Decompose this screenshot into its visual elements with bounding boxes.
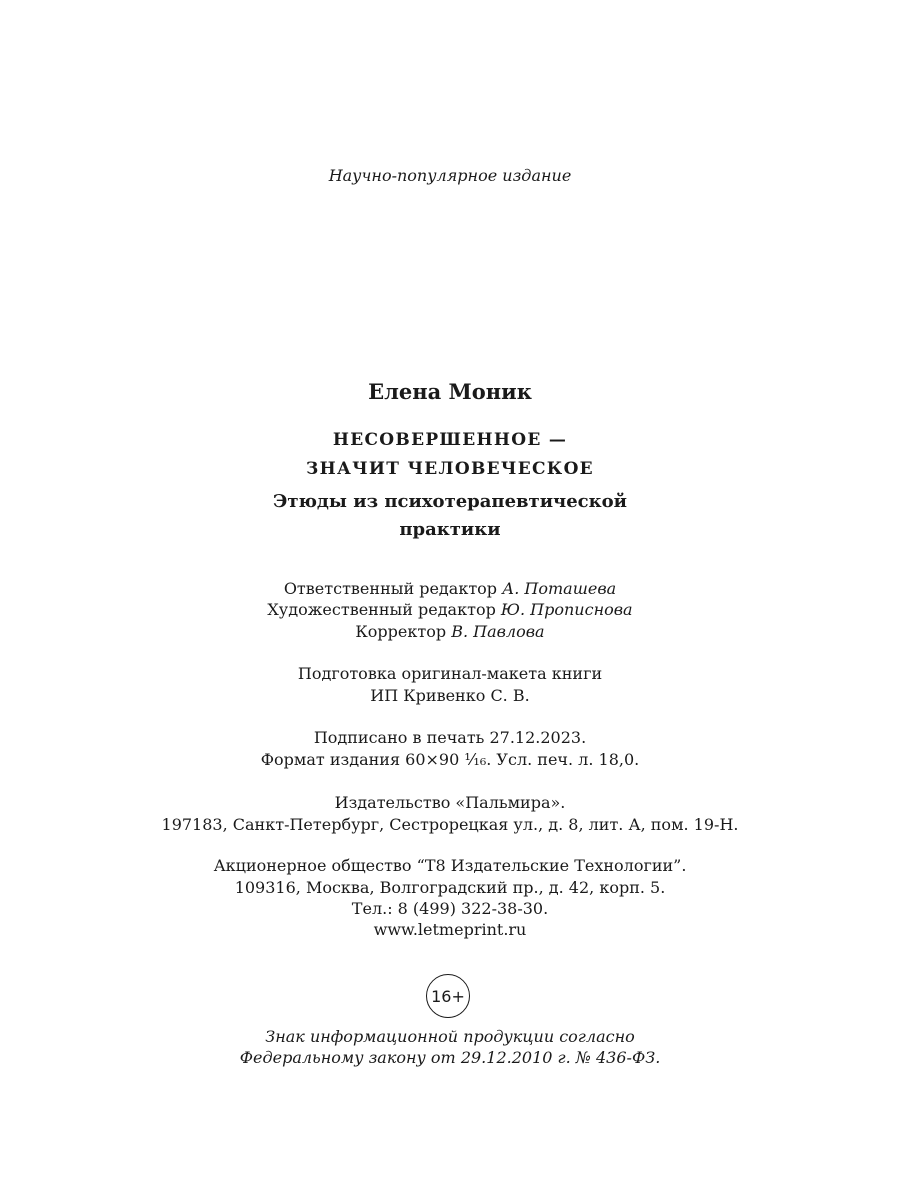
credit-art-editor xyxy=(0,600,900,619)
publisher-address: 197183, Санкт-Петербург, Сестрорецкая ул., д. 8, лит. А, пом. 19-Н. xyxy=(161,815,739,834)
title-line-2: ЗНАЧИТ ЧЕЛОВЕЧЕСКОЕ xyxy=(306,459,594,479)
subtitle-line-1: Этюды из психотерапевтической xyxy=(273,491,627,512)
credit-proofreader-name: В. Павлова xyxy=(451,622,545,641)
author-name: Елена Моник xyxy=(368,379,532,404)
credit-proofreader xyxy=(0,622,900,641)
credit-editor-name: А. Поташева xyxy=(502,579,617,598)
subtitle-line-2: практики xyxy=(399,519,501,540)
age-notice-line-2: Федеральному закону от 29.12.2010 г. № 436-ФЗ. xyxy=(239,1048,661,1067)
credit-editor xyxy=(0,579,900,598)
credit-art-editor-name: Ю. Прописнова xyxy=(500,600,633,619)
age-rating-badge: 16+ xyxy=(426,974,470,1018)
printer-name: Акционерное общество “Т8 Издательские Технологии”. xyxy=(213,856,687,875)
title-line-1: НЕСОВЕРШЕННОЕ — xyxy=(332,430,568,450)
credit-proofreader-role: Корректор xyxy=(355,622,452,641)
print-format: Формат издания 60×90 ¹⁄₁₆. Усл. печ. л. 18,0. xyxy=(260,750,640,769)
credit-editor-role: Ответственный редактор xyxy=(283,579,503,598)
printer-website: www.letmeprint.ru xyxy=(373,920,527,939)
layout-prep-line-2: ИП Кривенко С. В. xyxy=(370,686,530,705)
printer-phone: Тел.: 8 (499) 322-38-30. xyxy=(351,899,549,918)
credit-art-editor-role: Художественный редактор xyxy=(267,600,501,619)
layout-prep-line-1: Подготовка оригинал-макета книги xyxy=(297,664,603,683)
printer-address: 109316, Москва, Волгоградский пр., д. 42, корп. 5. xyxy=(234,878,666,897)
age-notice-line-1: Знак информационной продукции согласно xyxy=(265,1027,635,1046)
genre-label: Научно-популярное издание xyxy=(328,166,572,185)
publisher-name: Издательство «Пальмира». xyxy=(334,793,566,812)
print-signed-date: Подписано в печать 27.12.2023. xyxy=(313,728,587,747)
